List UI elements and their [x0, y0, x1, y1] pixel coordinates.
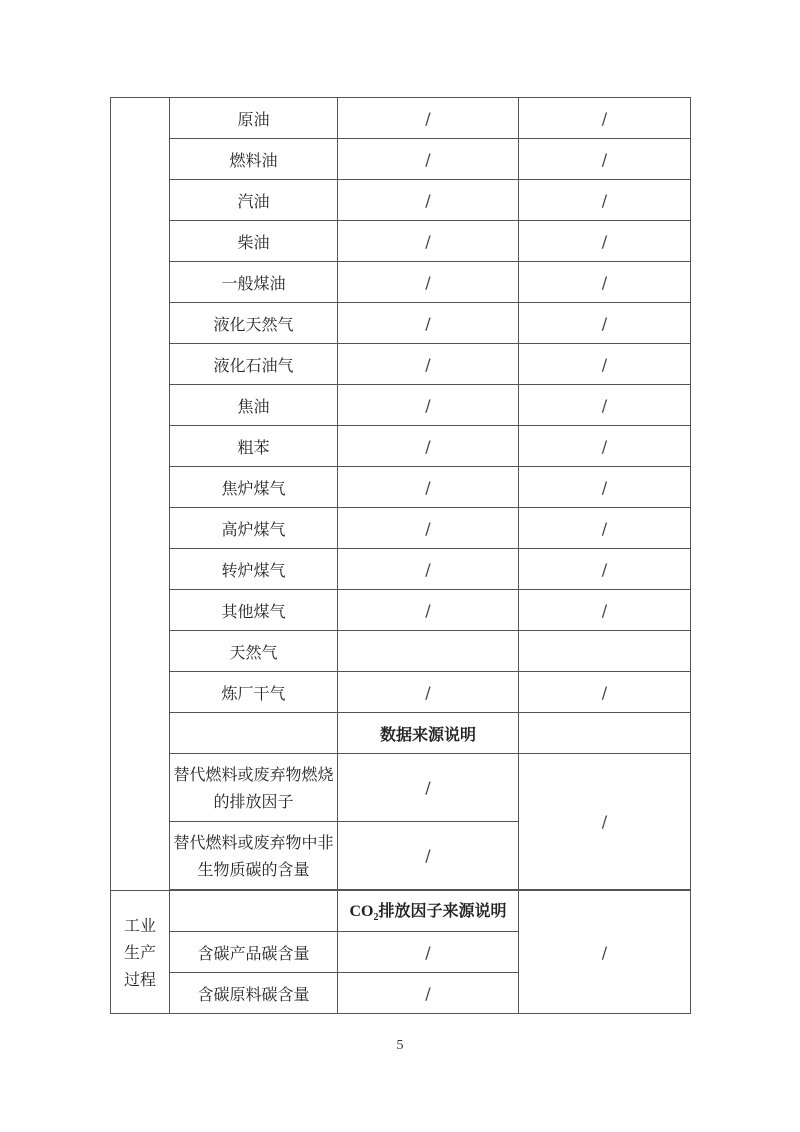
value-cell: / — [338, 508, 519, 549]
value-cell — [338, 631, 519, 672]
value-cell: / — [338, 221, 519, 262]
value-cell: / — [519, 467, 691, 508]
table-row — [111, 891, 691, 932]
value-cell: / — [519, 303, 691, 344]
value-cell: / — [519, 180, 691, 221]
fuel-name: 焦油 — [170, 385, 338, 426]
table-row — [111, 467, 691, 508]
value-cell: / — [338, 973, 519, 1014]
table-row — [111, 672, 691, 713]
value-cell: / — [519, 262, 691, 303]
value-cell: / — [338, 467, 519, 508]
fuel-name: 高炉煤气 — [170, 508, 338, 549]
value-cell: / — [519, 426, 691, 467]
value-cell: / — [338, 262, 519, 303]
value-cell: / — [338, 590, 519, 631]
co2-prefix: CO — [349, 903, 374, 921]
value-cell: / — [519, 672, 691, 713]
alt-fuel-carbon-content-label: 替代燃料或废弃物中非生物质碳的含量 — [170, 822, 338, 890]
table-row — [111, 631, 691, 672]
co2-header-suffix: 排放因子来源说明 — [378, 901, 507, 921]
fuel-name: 天然气 — [170, 631, 338, 672]
merged-value-cell: / — [519, 891, 691, 1014]
table-row — [111, 180, 691, 221]
value-cell: / — [338, 822, 519, 890]
value-cell: / — [519, 98, 691, 139]
value-cell: / — [338, 932, 519, 973]
product-carbon-label: 含碳产品碳含量 — [170, 932, 338, 973]
value-cell: / — [519, 549, 691, 590]
fuel-name: 柴油 — [170, 221, 338, 262]
blank-cell — [170, 713, 338, 754]
value-cell: / — [519, 344, 691, 385]
fuel-name: 转炉煤气 — [170, 549, 338, 590]
material-carbon-label: 含碳原料碳含量 — [170, 973, 338, 1014]
table-row — [111, 549, 691, 590]
table-row — [111, 590, 691, 631]
fuel-name: 粗苯 — [170, 426, 338, 467]
alt-fuel-emission-factor-label: 替代燃料或废弃物燃烧的排放因子 — [170, 754, 338, 822]
blank-cell — [170, 891, 338, 932]
table-row — [111, 385, 691, 426]
value-cell: / — [519, 139, 691, 180]
value-cell: / — [338, 98, 519, 139]
category-cell-blank — [111, 98, 170, 891]
category-label: 工业生产过程 — [123, 915, 156, 989]
value-cell: / — [519, 590, 691, 631]
table-row — [111, 754, 691, 822]
fuel-name: 一般煤油 — [170, 262, 338, 303]
fuel-name: 炼厂干气 — [170, 672, 338, 713]
value-cell: / — [338, 344, 519, 385]
co2-factor-source-header — [338, 891, 519, 932]
fuel-name: 其他煤气 — [170, 590, 338, 631]
fuel-name: 燃料油 — [170, 139, 338, 180]
emission-factor-table — [110, 97, 691, 1014]
value-cell: / — [338, 672, 519, 713]
fuel-name: 液化天然气 — [170, 303, 338, 344]
fuel-name: 原油 — [170, 98, 338, 139]
table-row — [111, 303, 691, 344]
table-row — [111, 262, 691, 303]
value-cell: / — [338, 139, 519, 180]
value-cell: / — [338, 426, 519, 467]
table-row — [111, 221, 691, 262]
fuel-name: 焦炉煤气 — [170, 467, 338, 508]
blank-cell — [519, 713, 691, 754]
table-row — [111, 344, 691, 385]
value-cell: / — [338, 303, 519, 344]
value-cell: / — [519, 508, 691, 549]
industrial-process-category — [111, 891, 170, 1014]
table-row — [111, 508, 691, 549]
table-row — [111, 98, 691, 139]
value-cell: / — [338, 549, 519, 590]
value-cell: / — [519, 385, 691, 426]
data-source-header: 数据来源说明 — [338, 713, 519, 754]
table-row — [111, 139, 691, 180]
value-cell — [519, 631, 691, 672]
table-row — [111, 426, 691, 467]
page-number: 5 — [396, 1038, 404, 1053]
table-row — [111, 713, 691, 754]
fuel-name: 液化石油气 — [170, 344, 338, 385]
value-cell: / — [338, 180, 519, 221]
value-cell: / — [519, 221, 691, 262]
merged-value-cell: / — [519, 754, 691, 890]
value-cell: / — [338, 754, 519, 822]
fuel-name: 汽油 — [170, 180, 338, 221]
co2-subscript: 2 — [373, 912, 379, 924]
value-cell: / — [338, 385, 519, 426]
